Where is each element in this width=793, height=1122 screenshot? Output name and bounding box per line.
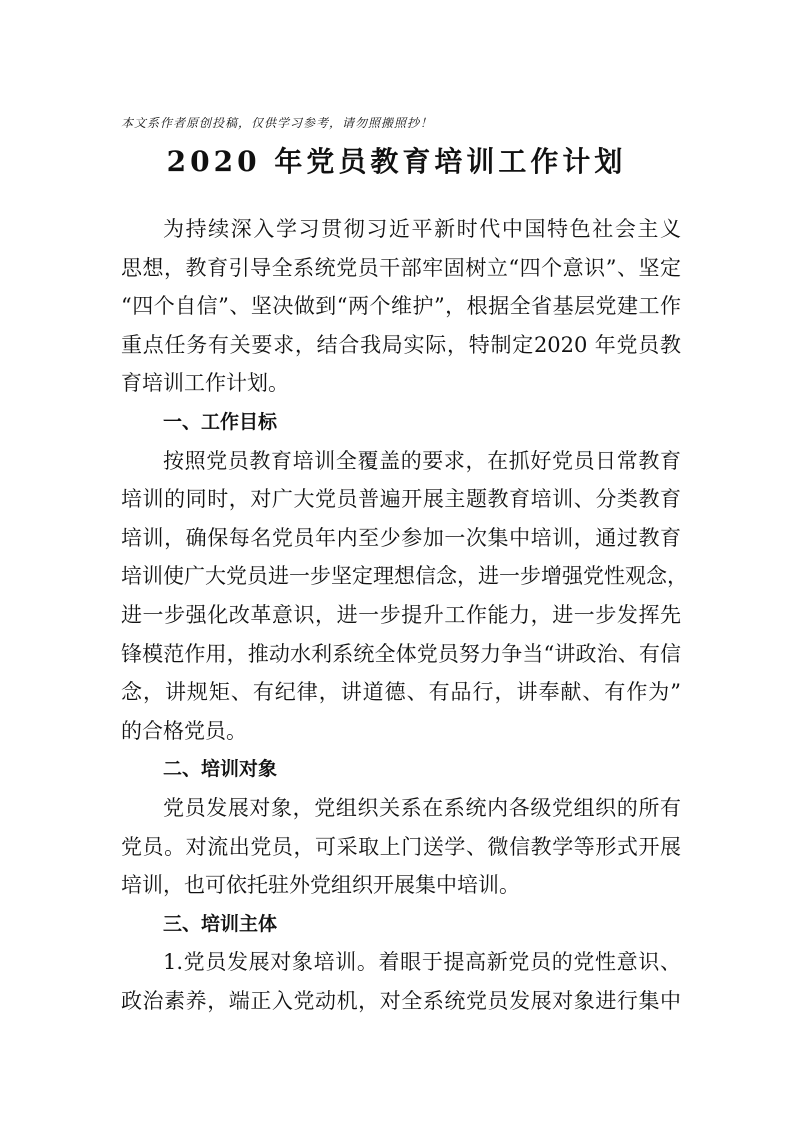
paragraph-line: 念，讲规矩、有纪律，讲道德、有品行，讲奉献、有作为”	[121, 680, 681, 705]
paragraph-line: 锋模范作用，推动水利系统全体党员努力争当“讲政治、有信	[121, 641, 681, 666]
subjects-paragraph	[121, 943, 681, 1020]
section-heading-targets: 二、培训对象	[163, 758, 278, 781]
intro-paragraph	[121, 210, 681, 403]
paragraph-line: 党员发展对象，党组织关系在系统内各级党组织的所有	[163, 795, 681, 820]
paragraph-line: 思想，教育引导全系统党员干部牢固树立“四个意识”、坚定	[121, 255, 681, 280]
paragraph-line: 按照党员教育培训全覆盖的要求，在抓好党员日常教育	[163, 448, 681, 473]
paragraph-line: 党员。对流出党员，可采取上门送学、微信教学等形式开展	[121, 834, 681, 859]
author-note: 本文系作者原创投稿，仅供学习参考，请勿照搬照抄！	[121, 116, 434, 130]
paragraph-line: 政治素养，端正入党动机，对全系统党员发展对象进行集中	[121, 988, 681, 1013]
paragraph-line: 育培训工作计划。	[121, 371, 289, 396]
document-body	[121, 210, 688, 1020]
paragraph-line: 1.党员发展对象培训。着眼于提高新党员的党性意识、	[163, 950, 681, 975]
paragraph-line: 的合格党员。	[121, 718, 247, 743]
section-heading-subjects: 三、培训主体	[163, 912, 278, 935]
paragraph-line: 培训的同时，对广大党员普遍开展主题教育培训、分类教育	[121, 487, 681, 512]
section-heading-goals: 一、工作目标	[163, 410, 278, 433]
targets-paragraph	[121, 789, 681, 905]
paragraph-line: 培训使广大党员进一步坚定理想信念，进一步增强党性观念，	[121, 564, 688, 589]
goals-paragraph	[121, 442, 688, 751]
document-title: 2020 年党员教育培训工作计划	[166, 145, 627, 178]
paragraph-line: 培训，也可依托驻外党组织开展集中培训。	[121, 873, 520, 898]
paragraph-line: 进一步强化改革意识，进一步提升工作能力，进一步发挥先	[121, 602, 681, 627]
paragraph-line: 为持续深入学习贯彻习近平新时代中国特色社会主义	[163, 217, 681, 241]
paragraph-line: 培训，确保每名党员年内至少参加一次集中培训，通过教育	[121, 525, 681, 550]
paragraph-line: “四个自信”、坚决做到“两个维护”，根据全省基层党建工作	[121, 294, 681, 319]
paragraph-line: 重点任务有关要求，结合我局实际，特制定2020 年党员教	[121, 332, 681, 357]
